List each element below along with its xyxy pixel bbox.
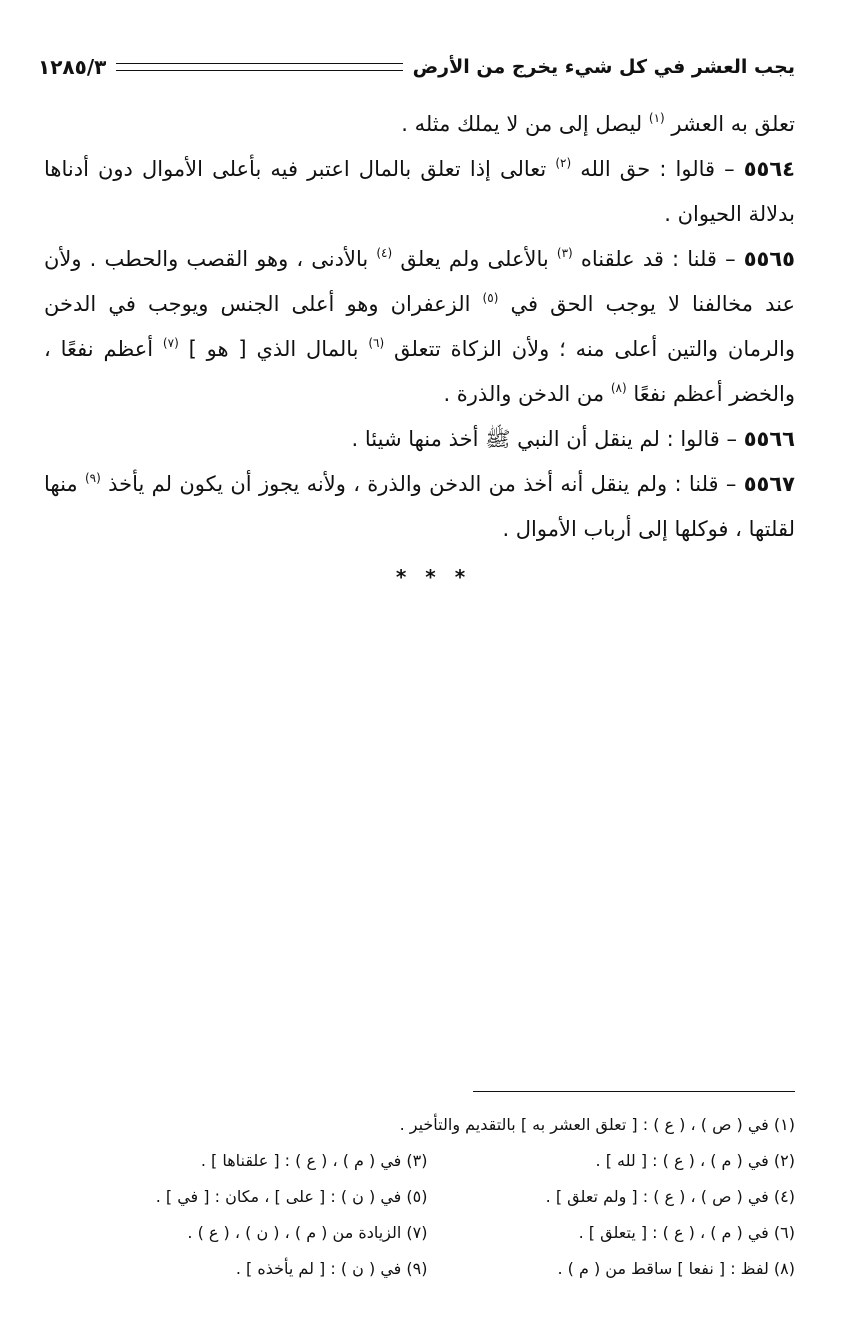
footnote-ref: (٩) [84, 471, 101, 485]
footnote-5: (٥) في ( ن ) : [ على ] ، مكان : [ في ] . [155, 1186, 428, 1206]
paragraph-continuation [44, 102, 795, 147]
footnotes [60, 1106, 795, 1286]
text-segment: تعلق به العشر [671, 112, 795, 136]
footnote-7: (٧) الزيادة من ( م ) ، ( ن ) ، ( ع ) . [187, 1222, 428, 1242]
paragraph-5564 [44, 147, 795, 237]
footnote-ref: (٦) [368, 336, 385, 350]
footnote-ref: (١) [648, 111, 665, 125]
footnote-ref: (٢) [555, 156, 572, 170]
text-segment: – قلنا : ولم ينقل أنه أخذ من الدخن والذرة ، ولأنه يجوز أن يكون لم يأخذ [108, 472, 737, 496]
paragraph-number: ٥٥٦٥ [743, 247, 795, 271]
paragraph-5567 [44, 462, 795, 552]
footnote-row [60, 1250, 795, 1286]
footnote-ref: (٨) [610, 381, 627, 395]
footnote-row [60, 1178, 795, 1214]
paragraph-number: ٥٥٦٤ [743, 157, 795, 181]
footnote-row [60, 1106, 795, 1142]
footnote-2: (٢) في ( م ) ، ( ع ) : [ لله ] . [595, 1150, 795, 1170]
text-segment: بالأدنى ، وهو القصب والحطب . ولأن عند مخالفنا لا يوجب الحق في [44, 247, 795, 316]
header-title: يجب العشر في كل شيء يخرج من الأرض [412, 56, 795, 78]
text-segment: ليصل إلى من لا يملك مثله . [401, 112, 643, 136]
text-segment: – قالوا : لم ينقل أن النبي ﷺ أخذ منها شيئا . [351, 427, 738, 451]
paragraph-5566 [44, 417, 795, 462]
paragraph-5565 [44, 237, 795, 417]
paragraph-number: ٥٥٦٦ [743, 427, 795, 451]
header-rule [116, 63, 402, 71]
text-segment: تعالى إذا تعلق بالمال اعتبر فيه بأعلى الأموال دون أدناها بدلالة الحيوان . [44, 157, 795, 226]
text-segment: أعظم نفعًا ، والخضر أعظم نفعًا [44, 337, 795, 406]
footnote-row [60, 1142, 795, 1178]
footnote-9: (٩) في ( ن ) : [ لم يأخذه ] . [235, 1258, 428, 1278]
footnote-ref: (٧) [162, 336, 179, 350]
footnote-ref: (٥) [482, 291, 499, 305]
footnote-4: (٤) في ( ص ) ، ( ع ) : [ ولم تعلق ] . [545, 1186, 795, 1206]
footnote-1: (١) في ( ص ) ، ( ع ) : [ تعلق العشر به ] بالتقديم والتأخير . [399, 1114, 795, 1134]
text-segment: من الدخن والذرة . [443, 382, 605, 406]
page-number: ١٢٨٥/٣ [38, 55, 107, 79]
text-segment: منها لقلتها ، فوكلها إلى أرباب الأموال . [44, 472, 795, 541]
text-segment: – قالوا : حق الله [580, 157, 735, 181]
footnote-ref: (٣) [556, 246, 573, 260]
footnote-ref: (٤) [376, 246, 393, 260]
footnote-6: (٦) في ( م ) ، ( ع ) : [ يتعلق ] . [578, 1222, 795, 1242]
footnote-3: (٣) في ( م ) ، ( ع ) : [ علقناها ] . [200, 1150, 428, 1170]
main-text [44, 102, 795, 552]
footnote-8: (٨) لفظ : [ نفعا ] ساقط من ( م ) . [557, 1258, 795, 1278]
footnote-rule [473, 1091, 795, 1092]
text-segment: – قلنا : قد علقناه [580, 247, 736, 271]
footnote-row [60, 1214, 795, 1250]
paragraph-number: ٥٥٦٧ [743, 472, 795, 496]
text-segment: بالأعلى ولم يعلق [400, 247, 549, 271]
running-header [38, 50, 795, 84]
text-segment: بالمال الذي [ هو ] [188, 337, 359, 361]
text-segment: الزعفران وهو أعلى الجنس ويوجب في الدخن والرمان والتين أعلى منه ؛ ولأن الزكاة تتعلق [44, 292, 795, 361]
section-separator: * * * [395, 565, 472, 589]
